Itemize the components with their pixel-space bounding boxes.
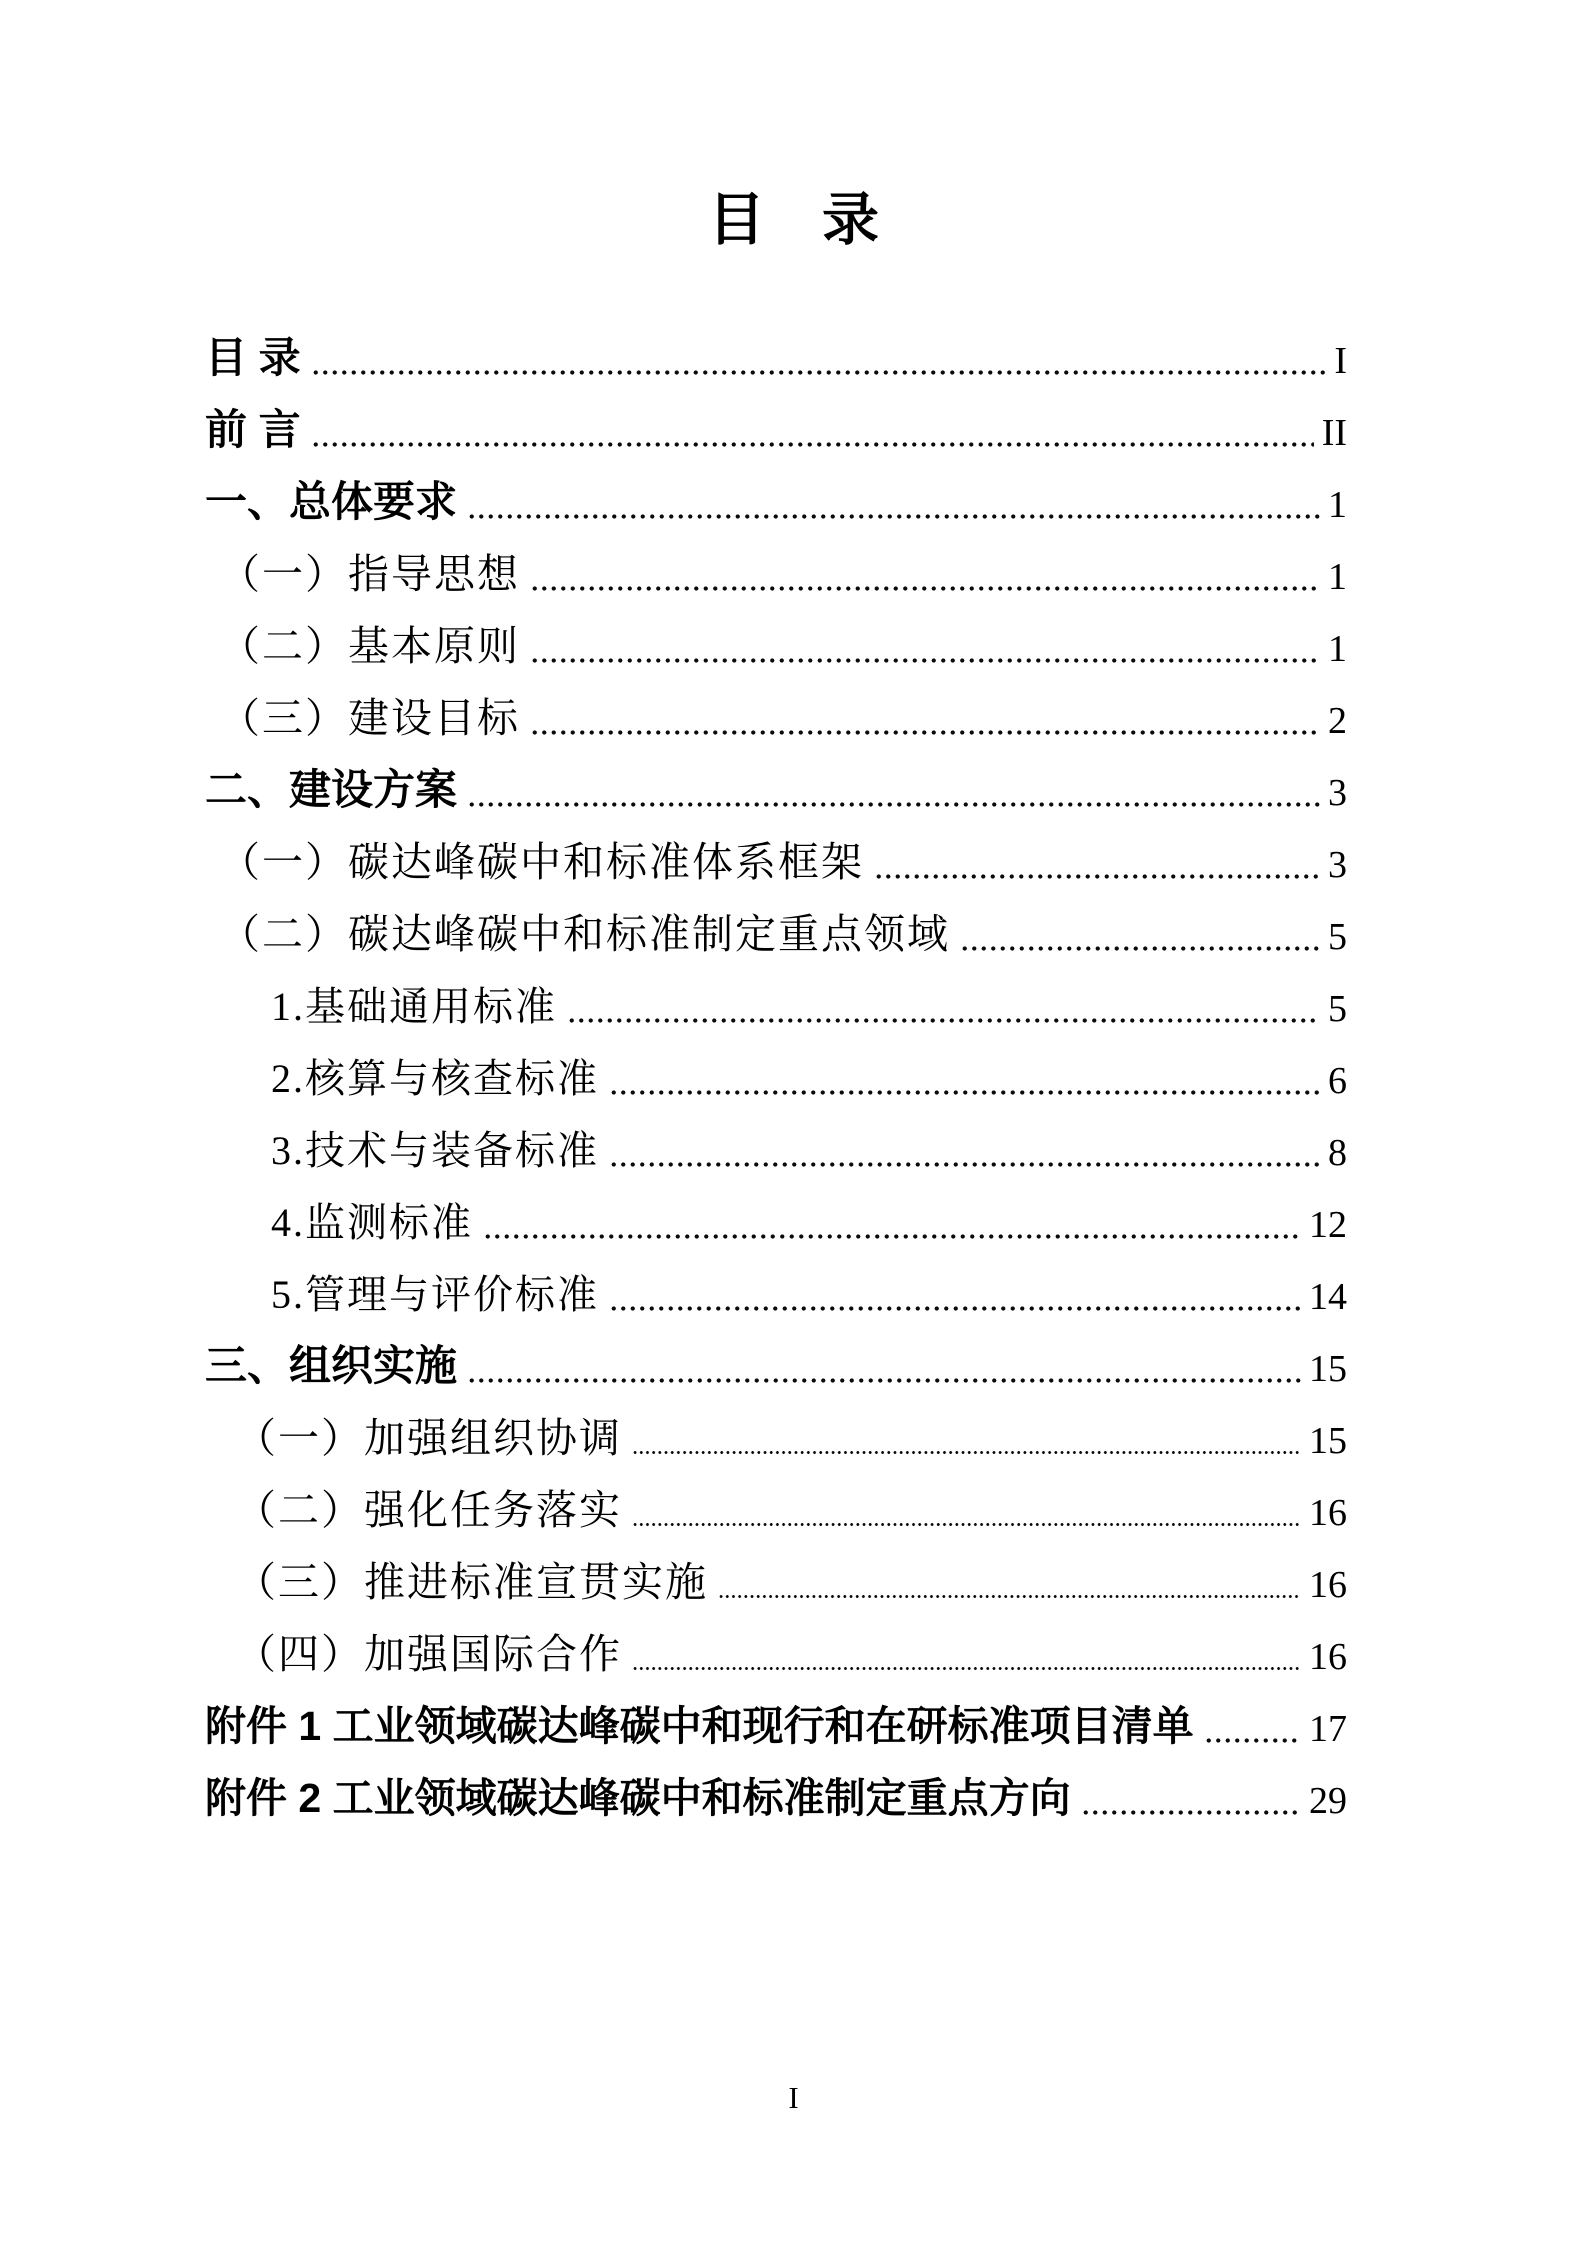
toc-page-number: 5 (1328, 988, 1347, 1030)
toc-entry[interactable] (205, 464, 1347, 536)
toc-entry-label: 附件 1 工业领域碳达峰碳中和现行和在研标准项目清单 (205, 1702, 1194, 1749)
toc-page-number: 15 (1309, 1348, 1347, 1390)
toc-page-number: I (1334, 340, 1347, 382)
toc-page-number: 14 (1309, 1276, 1347, 1318)
toc-entry[interactable] (205, 1112, 1347, 1184)
toc-dotted-leader (530, 727, 1320, 738)
toc-entry-label: （三）推进标准宣贯实施 (235, 1558, 708, 1605)
toc-dotted-leader (1204, 1735, 1301, 1746)
toc-page-number: 2 (1328, 700, 1347, 742)
toc-page-number: 8 (1328, 1132, 1347, 1174)
toc-entry[interactable] (205, 968, 1347, 1040)
toc-dotted-leader (467, 799, 1320, 810)
page-title: 目 录 (708, 189, 879, 252)
toc-entry[interactable] (205, 608, 1347, 680)
toc-dotted-leader (718, 1592, 1301, 1601)
toc-entry[interactable] (205, 1760, 1347, 1832)
toc-dotted-leader (530, 583, 1320, 594)
toc-entry-label: 二、建设方案 (205, 765, 458, 813)
toc-page-number: 12 (1309, 1204, 1347, 1246)
toc-entry-label: （一）碳达峰碳中和标准体系框架 (219, 838, 864, 885)
toc-entry-label: 4.监测标准 (271, 1200, 473, 1245)
toc-dotted-leader (609, 1159, 1320, 1170)
toc-dotted-leader (1081, 1807, 1301, 1818)
toc-entry[interactable] (205, 752, 1347, 824)
toc-entry-label: （一）加强组织协调 (235, 1414, 622, 1461)
toc-entry-label: 5.管理与评价标准 (271, 1272, 599, 1317)
toc-entry[interactable] (205, 1400, 1347, 1472)
toc-entry[interactable] (205, 536, 1347, 608)
toc-entry-label: （二）基本原则 (219, 622, 520, 669)
toc-page-number: 15 (1309, 1420, 1347, 1462)
toc-page-number: 1 (1328, 628, 1347, 670)
toc-entry-label: 2.核算与核查标准 (271, 1056, 599, 1101)
toc-dotted-leader (311, 367, 1327, 378)
toc-dotted-leader (609, 1303, 1301, 1314)
toc-dotted-leader (467, 511, 1320, 522)
toc-entry-label: 三、组织实施 (205, 1341, 458, 1389)
toc-page-number: 16 (1309, 1564, 1347, 1606)
toc-entry-label: 3.技术与装备标准 (271, 1128, 599, 1173)
toc-entry[interactable] (205, 392, 1347, 464)
toc-entry-label: 一、总体要求 (205, 477, 458, 525)
toc-dotted-leader (530, 655, 1320, 666)
toc-entry[interactable] (205, 680, 1347, 752)
toc-entry[interactable] (205, 1328, 1347, 1400)
toc-dotted-leader (483, 1231, 1301, 1242)
toc-dotted-leader (874, 871, 1320, 882)
toc-dotted-leader (467, 1375, 1301, 1386)
toc-page-number: 6 (1328, 1060, 1347, 1102)
toc-list (205, 320, 1347, 1832)
toc-entry-label: 目 录 (205, 333, 301, 381)
toc-dotted-leader (609, 1087, 1320, 1098)
toc-page-number: 29 (1309, 1780, 1347, 1822)
toc-dotted-leader (567, 1015, 1320, 1026)
toc-page-number: 5 (1328, 916, 1347, 958)
toc-dotted-leader (632, 1520, 1301, 1529)
toc-entry[interactable] (205, 1040, 1347, 1112)
toc-entry-label: （四）加强国际合作 (235, 1630, 622, 1677)
toc-page-number: 1 (1328, 556, 1347, 598)
toc-dotted-leader (632, 1448, 1301, 1457)
toc-page-number: 16 (1309, 1636, 1347, 1678)
toc-page-number: 16 (1309, 1492, 1347, 1534)
toc-page-number: 1 (1328, 484, 1347, 526)
toc-dotted-leader (311, 439, 1314, 450)
toc-dotted-leader (960, 943, 1320, 954)
toc-entry[interactable] (205, 824, 1347, 896)
toc-entry-label: 前 言 (205, 405, 301, 453)
toc-entry-label: 1.基础通用标准 (271, 984, 557, 1029)
toc-entry[interactable] (205, 1544, 1347, 1616)
toc-entry[interactable] (205, 1256, 1347, 1328)
toc-page-number: 3 (1328, 772, 1347, 814)
toc-page-number: 17 (1309, 1708, 1347, 1750)
toc-entry-label: （二）碳达峰碳中和标准制定重点领域 (219, 910, 950, 957)
toc-entry[interactable] (205, 1472, 1347, 1544)
footer-page-number: I (788, 2080, 799, 2115)
toc-entry[interactable] (205, 1184, 1347, 1256)
toc-entry-label: （一）指导思想 (219, 550, 520, 597)
toc-dotted-leader (632, 1664, 1301, 1673)
toc-entry-label: 附件 2 工业领域碳达峰碳中和标准制定重点方向 (205, 1774, 1071, 1821)
toc-entry[interactable] (205, 320, 1347, 392)
toc-entry-label: （三）建设目标 (219, 694, 520, 741)
toc-page-number: 3 (1328, 844, 1347, 886)
toc-page-number: II (1321, 412, 1347, 454)
toc-entry[interactable] (205, 1688, 1347, 1760)
toc-entry[interactable] (205, 896, 1347, 968)
toc-entry-label: （二）强化任务落实 (235, 1486, 622, 1533)
toc-entry[interactable] (205, 1616, 1347, 1688)
